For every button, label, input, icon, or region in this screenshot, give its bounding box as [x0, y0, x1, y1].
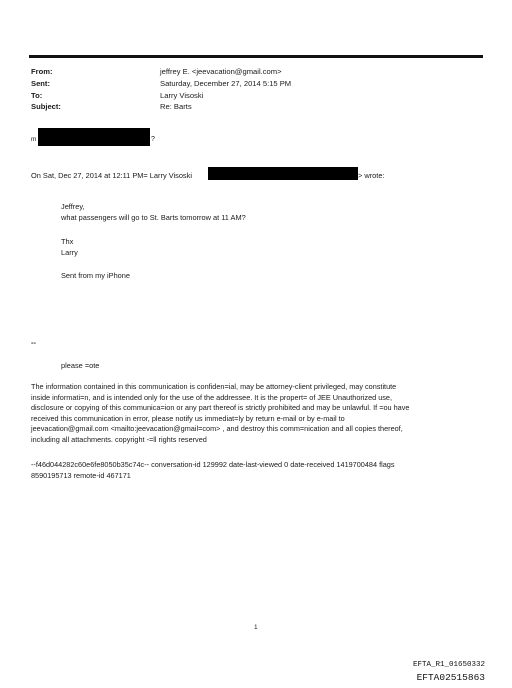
- disclaimer-line: disclosure or copying of this communica=ion or any part thereof is strictly prohibited and may be unlawful. If =ou have: [31, 403, 410, 413]
- message-metadata: [31, 460, 481, 481]
- page-number: 1: [254, 624, 258, 631]
- metadata-line: 8590195713 remote-id 467171: [31, 470, 131, 480]
- quote-header-text: On Sat, Dec 27, 2014 at 12:11 PM= Larry Visoski: [31, 171, 192, 180]
- please-note: please =ote: [61, 361, 100, 370]
- reply-suffix: ?: [151, 136, 155, 143]
- metadata-line: --f46d044282c60e6fe8050b35c74c-- conversation-id 129992 date-last-viewed 0 date-received 1419700484 flags: [31, 460, 395, 469]
- sent-label: Sent:: [31, 79, 50, 88]
- header-rule: [29, 55, 483, 58]
- redaction-box: [38, 128, 150, 146]
- quoted-greeting: Jeffrey,: [61, 202, 85, 211]
- subject-value: Re: Barts: [160, 102, 192, 111]
- disclaimer-line: The information contained in this communication is confiden=ial, may be attorney-client privileged, may constitute: [31, 382, 397, 391]
- redaction-box: [208, 167, 358, 180]
- disclaimer-line: jeevacation@gmail.com <mailto:jeevacation@gmail=com> , and destroy this comm=nication and all copies thereof,: [31, 424, 403, 434]
- quoted-question: what passengers will go to St. Barts tomorrow at 11 AM?: [61, 213, 246, 222]
- footer-id-secondary: EFTA02515863: [416, 672, 485, 683]
- from-value: jeffrey E. <jeevacation@gmail.com>: [160, 67, 282, 76]
- disclaimer-line: received this communication in error, please notify us immediat=ly by return e-mail or by e-mail to: [31, 413, 345, 423]
- signature-dash: --: [31, 338, 36, 347]
- quoted-signature: Sent from my iPhone: [61, 271, 131, 280]
- footer-id-primary: EFTA_R1_01650332: [412, 661, 485, 669]
- disclaimer-line: including all attachments. copyright -=ll rights reserved: [31, 434, 207, 444]
- subject-label: Subject:: [31, 102, 61, 111]
- reply-prefix: m: [31, 136, 37, 143]
- disclaimer: [31, 382, 481, 446]
- sent-value: Saturday, December 27, 2014 5:15 PM: [160, 79, 292, 88]
- from-label: From:: [31, 67, 53, 76]
- disclaimer-line: inside informati=n, and is intended only for the use of the addressee. It is the propert= of JEE Unauthorized use,: [31, 392, 393, 402]
- to-label: To:: [31, 91, 43, 100]
- quoted-name: Larry: [61, 248, 78, 257]
- quoted-thx: Thx: [61, 237, 74, 246]
- to-value: Larry Visoski: [160, 91, 204, 100]
- quote-header-suffix: > wrote:: [358, 171, 385, 180]
